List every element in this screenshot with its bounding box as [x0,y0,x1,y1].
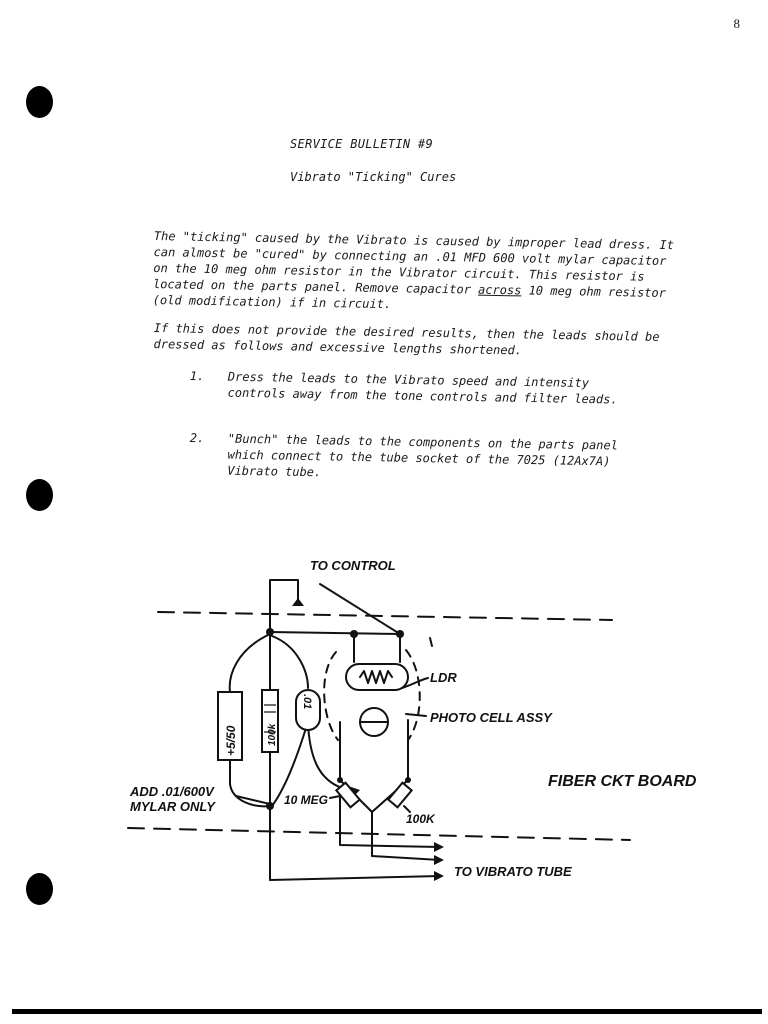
tube-lead-middle [372,856,440,860]
add-cap-label-line2: MYLAR ONLY [130,799,215,814]
ten-meg-leader [330,796,340,798]
list-item [189,430,620,485]
paragraph-remedy [153,320,683,361]
mylar-upper-lead [272,636,308,688]
junction-dot [405,777,411,783]
arrow-right-icon [434,842,444,852]
junction-dot [337,777,343,783]
mylar-lower-lead [308,724,342,788]
list-item-number: 1. [189,368,205,384]
junction-dot [266,628,274,636]
arrow-right-icon [434,871,444,881]
paragraph-cause [153,228,684,317]
board-boundary-top [158,612,612,620]
board-boundary-bottom [128,828,630,840]
to-control-label: TO CONTROL [310,558,396,573]
ldr-label: LDR [430,670,457,685]
binder-hole-top [26,86,53,118]
junction-dot [350,630,358,638]
add-cap-label-line1: ADD .01/600V [130,784,214,799]
page-number: 8 [733,16,740,31]
top-bus [270,632,400,634]
tube-lead-lower [270,876,440,880]
hundred-k-label: 100K [406,812,435,826]
ground-arrow-icon [292,598,304,606]
mylar-value-label: .01 [301,694,313,710]
list-item-text: Dress the leads to the Vibrato speed and intensity controls away from the tone controls and filter leads. [227,369,618,407]
list-item-text: "Bunch" the leads to the components on the parts panel which connect to the tube socket of the 7025 (12Ax7A) Vibrato tube. [227,431,619,480]
ten-meg-label: 10 MEG [284,793,329,807]
hundred-k-pot [388,783,411,808]
wiring-diagram [0,540,768,900]
fiber-board-label: FIBER CKT BOARD [548,773,697,790]
bulletin-title: SERVICE BULLETIN #9 [290,137,433,151]
binder-hole-middle [26,479,53,511]
photocell-label: PHOTO CELL ASSY [430,710,552,725]
to-vibrato-tube-label: TO VIBRATO TUBE [454,864,572,879]
lamp-leads [340,720,408,780]
paragraph-cause-text-a: The "ticking" caused by the Vibrato is caused by improper lead dress. It can almost be "cured" by connecting an .01 MFD 600 volt mylar capacitor on the 10 meg ohm resistor in the Vibrator circuit. This resistor is located on the parts panel. Remove capacitor [152,228,675,297]
cap-value-label: +5/50 [224,725,238,756]
resistor-zigzag-icon [360,671,392,683]
list-item-number: 2. [189,430,205,446]
junction-dot [266,802,274,810]
photocell-leader [406,714,426,716]
photocell-housing-left [324,652,338,740]
control-lead [320,584,400,634]
list-item [189,368,619,407]
bulletin-subtitle: Vibrato "Ticking" Cures [290,170,457,184]
paragraph-cause-text-b: 10 meg ohm resistor (old modification) if in circuit. [152,283,667,312]
paragraph-remedy-text: If this does not provide the desired results, then the leads should be dressed as follows and excessive lengths shortened. [153,320,660,358]
emphasis-across: across [477,282,522,298]
junction-dot [396,630,404,638]
bottom-rule [12,1009,762,1014]
arrow-right-icon [434,855,444,865]
stray-mark [430,638,432,646]
left-loop-lead [230,634,270,692]
resistor-value-label: 100k [267,723,278,746]
